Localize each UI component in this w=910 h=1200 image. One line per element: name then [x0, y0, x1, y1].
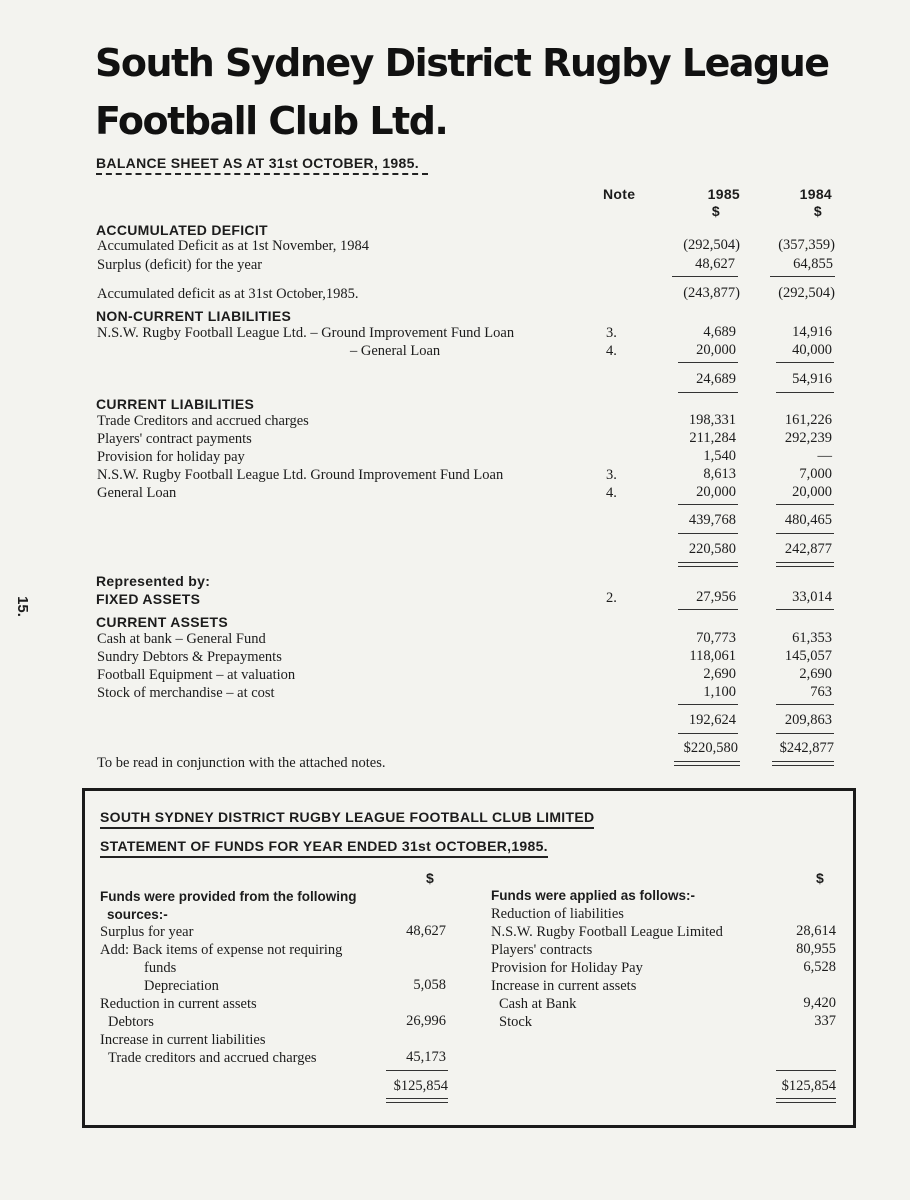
row-value-1984: 480,465 — [784, 512, 832, 528]
row-value-1984: 161,226 — [784, 412, 832, 428]
subtotal-rule — [776, 504, 834, 505]
funds-row-value: 45,173 — [406, 1049, 446, 1065]
row-label: N.S.W. Rugby Football League Ltd. – Ground Improvement Fund Loan — [97, 325, 515, 341]
row-value-1985: 8,613 — [703, 466, 736, 482]
row-value-1985: 1,100 — [703, 684, 736, 700]
subtotal-rule — [678, 533, 738, 534]
funds-row-label: Cash at Bank — [499, 996, 577, 1012]
total-double-rule — [386, 1098, 448, 1103]
row-note: 4. — [606, 343, 617, 359]
funds-row-value: 6,528 — [803, 959, 836, 975]
section-current-assets: CURRENT ASSETS — [96, 614, 229, 630]
funds-row-value: 28,614 — [796, 923, 836, 939]
row-label: Cash at bank – General Fund — [97, 631, 266, 647]
funds-row-label: Reduction in current assets — [100, 996, 257, 1012]
row-label: N.S.W. Rugby Football League Ltd. Ground Improvement Fund Loan — [97, 467, 504, 483]
row-note: 2. — [606, 590, 617, 606]
row-value-1984: 209,863 — [784, 712, 832, 728]
row-value-1984: — — [817, 448, 832, 464]
row-value-1984: 61,353 — [792, 630, 832, 646]
row-value-1985: 211,284 — [689, 430, 736, 446]
row-label: – General Loan — [350, 343, 441, 359]
row-value-1984: 2,690 — [799, 666, 832, 682]
funds-applied-heading: Funds were applied as follows:- — [491, 888, 696, 903]
row-value-1984: 20,000 — [792, 484, 832, 500]
subtotal-rule — [776, 362, 834, 363]
funds-row-label: Players' contracts — [491, 942, 593, 958]
subtotal-rule — [776, 733, 834, 734]
row-value-1984: 33,014 — [792, 589, 832, 605]
row-label: Surplus (deficit) for the year — [97, 257, 263, 273]
row-value-1984: $242,877 — [779, 740, 834, 756]
col-1984-header: 1984 — [799, 186, 832, 202]
row-label: Trade Creditors and accrued charges — [97, 413, 309, 429]
row-value-1984: 64,855 — [793, 256, 833, 272]
funds-provided-heading-line-2: sources:- — [107, 907, 168, 922]
balance-sheet-heading: BALANCE SHEET AS AT 31st OCTOBER, 1985. — [96, 155, 428, 175]
col-note-header: Note — [603, 186, 636, 202]
funds-provided-heading — [100, 888, 357, 924]
funds-row-label: Stock — [499, 1014, 533, 1030]
subtotal-rule — [672, 276, 738, 277]
row-value-1984: (292,504) — [778, 285, 835, 301]
col-1984-currency: $ — [813, 203, 822, 219]
row-value-1985: 1,540 — [703, 448, 736, 464]
row-value-1985: 198,331 — [688, 412, 736, 428]
funds-left-total: $125,854 — [393, 1078, 448, 1094]
funds-row-value: 5,058 — [413, 977, 446, 993]
page-title-line-1: South Sydney District Rugby League — [95, 41, 829, 85]
funds-row-label: Provision for Holiday Pay — [491, 960, 643, 976]
funds-left-currency: $ — [426, 870, 435, 886]
row-value-1985: 4,689 — [703, 324, 736, 340]
funds-row-value: 337 — [814, 1013, 836, 1029]
subtotal-rule — [776, 704, 834, 705]
row-value-1985: 70,773 — [696, 630, 736, 646]
footnote: To be read in conjunction with the attached notes. — [97, 755, 386, 771]
row-note: 3. — [606, 467, 617, 483]
funds-row-label: funds — [144, 960, 177, 976]
row-label: Provision for holiday pay — [97, 449, 245, 465]
row-value-1984: 14,916 — [792, 324, 832, 340]
subtotal-rule — [386, 1070, 448, 1071]
row-value-1984: 145,057 — [784, 648, 832, 664]
row-value-1984: (357,359) — [778, 237, 835, 253]
represented-by-label: Represented by: — [96, 573, 211, 589]
section-non-current-liabilities: NON-CURRENT LIABILITIES — [96, 308, 292, 324]
subtotal-rule — [678, 392, 738, 393]
funds-heading-1: SOUTH SYDNEY DISTRICT RUGBY LEAGUE FOOTBALL CLUB LIMITED — [100, 809, 594, 829]
funds-row-value: 9,420 — [803, 995, 836, 1011]
funds-right-total: $125,854 — [781, 1078, 836, 1094]
funds-provided-heading-line-1: Funds were provided from the following — [100, 889, 357, 904]
section-current-liabilities: CURRENT LIABILITIES — [96, 396, 255, 412]
total-double-rule — [776, 1098, 836, 1103]
row-label: Accumulated Deficit as at 1st November, 1984 — [97, 238, 370, 254]
funds-row-label: Surplus for year — [100, 924, 194, 940]
subtotal-rule — [776, 1070, 836, 1071]
funds-row-value: 80,955 — [796, 941, 836, 957]
funds-row-label: N.S.W. Rugby Football League Limited — [491, 924, 723, 940]
subtotal-rule — [770, 276, 835, 277]
funds-row-label: Increase in current assets — [491, 978, 637, 994]
col-1985-currency: $ — [711, 203, 720, 219]
row-value-1984: 40,000 — [792, 342, 832, 358]
row-label: Stock of merchandise – at cost — [97, 685, 275, 701]
row-value-1985: (243,877) — [683, 285, 740, 301]
row-value-1984: 763 — [810, 684, 832, 700]
row-label: Players' contract payments — [97, 431, 252, 447]
total-double-rule — [678, 562, 738, 567]
row-label: General Loan — [97, 485, 177, 501]
row-value-1985: 439,768 — [688, 512, 736, 528]
row-label: Accumulated deficit as at 31st October,1985. — [97, 286, 359, 302]
row-value-1985: 2,690 — [703, 666, 736, 682]
subtotal-rule — [678, 504, 738, 505]
row-value-1985: 48,627 — [695, 256, 735, 272]
funds-row-label: Increase in current liabilities — [100, 1032, 266, 1048]
row-note: 3. — [606, 325, 617, 341]
subtotal-rule — [678, 704, 738, 705]
subtotal-rule — [776, 609, 834, 610]
col-1985-header: 1985 — [707, 186, 740, 202]
funds-row-label: Reduction of liabilities — [491, 906, 624, 922]
page-number: 15. — [13, 596, 31, 617]
subtotal-rule — [678, 733, 738, 734]
subtotal-rule — [776, 392, 834, 393]
row-value-1984: 242,877 — [784, 541, 832, 557]
row-value-1984: 292,239 — [784, 430, 832, 446]
subtotal-rule — [776, 533, 834, 534]
row-value-1984: 54,916 — [792, 371, 832, 387]
subtotal-rule — [678, 362, 738, 363]
funds-row-value: 48,627 — [406, 923, 446, 939]
row-value-1985: 192,624 — [688, 712, 736, 728]
section-accumulated-deficit: ACCUMULATED DEFICIT — [96, 222, 268, 238]
page-title-line-2: Football Club Ltd. — [95, 99, 448, 143]
funds-heading-2: STATEMENT OF FUNDS FOR YEAR ENDED 31st OCTOBER,1985. — [100, 838, 548, 858]
total-double-rule — [776, 562, 834, 567]
subtotal-rule — [678, 609, 738, 610]
funds-row-label: Depreciation — [144, 978, 219, 994]
row-value-1985: 220,580 — [688, 541, 736, 557]
row-value-1985: 27,956 — [696, 589, 736, 605]
row-value-1985: (292,504) — [683, 237, 740, 253]
row-value-1985: 24,689 — [696, 371, 736, 387]
row-value-1985: $220,580 — [683, 740, 738, 756]
section-fixed-assets: FIXED ASSETS — [96, 591, 201, 607]
funds-right-currency: $ — [816, 870, 825, 886]
row-value-1984: 7,000 — [799, 466, 832, 482]
row-value-1985: 20,000 — [696, 342, 736, 358]
row-value-1985: 118,061 — [689, 648, 736, 664]
total-double-rule — [772, 761, 834, 766]
row-value-1985: 20,000 — [696, 484, 736, 500]
row-note: 4. — [606, 485, 617, 501]
funds-row-value: 26,996 — [406, 1013, 446, 1029]
total-double-rule — [674, 761, 740, 766]
funds-row-label: Debtors — [108, 1014, 154, 1030]
row-label: Football Equipment – at valuation — [97, 667, 296, 683]
row-label: Sundry Debtors & Prepayments — [97, 649, 282, 665]
funds-row-label: Trade creditors and accrued charges — [108, 1050, 317, 1066]
funds-row-label: Add: Back items of expense not requiring — [100, 942, 343, 958]
